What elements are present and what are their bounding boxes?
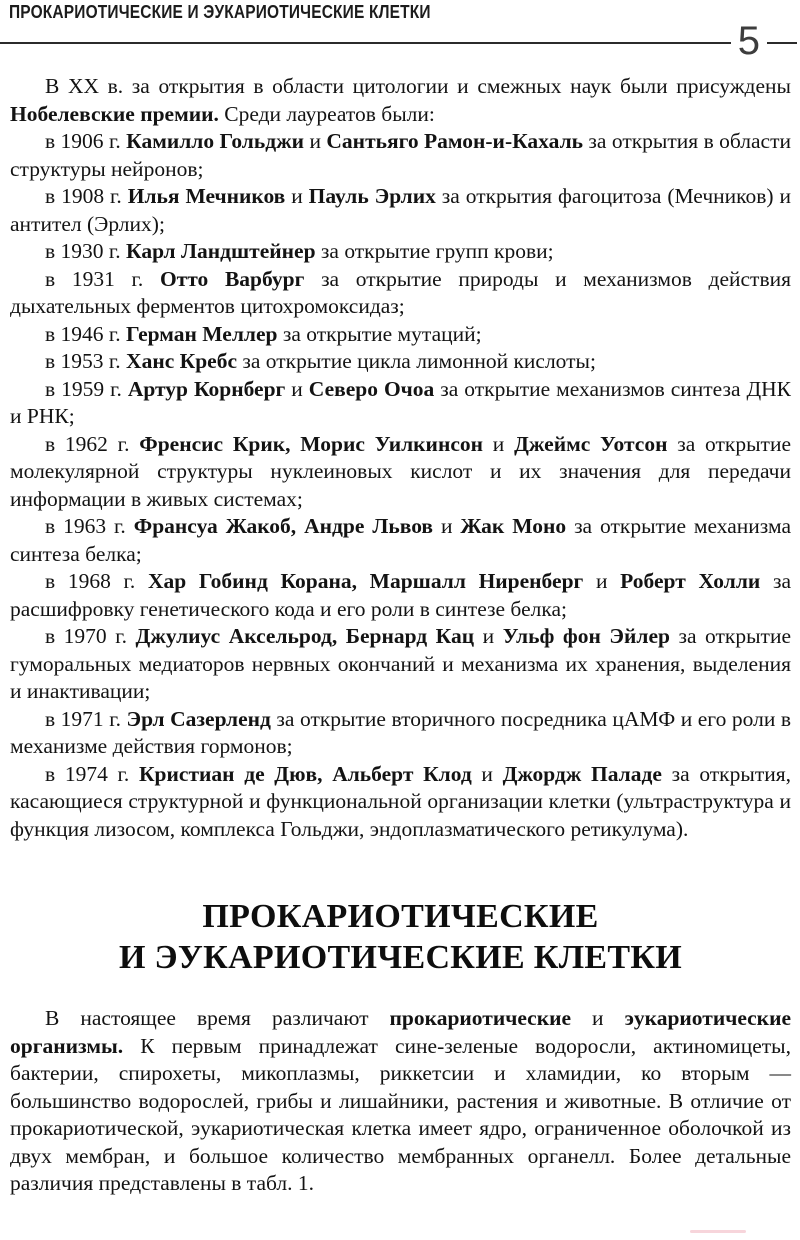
text-run: за открытие природы и механизмов действия дыхательных ферментов цитохромоксидаз;	[10, 266, 792, 318]
bold-text-run: Эрл Сазерленд	[126, 706, 271, 731]
paragraph	[10, 128, 791, 183]
bold-text-run: Нобелевские премии.	[10, 101, 219, 126]
paragraph	[10, 761, 791, 844]
paragraph	[10, 706, 791, 761]
text-run: в 1962 г.	[45, 431, 140, 456]
text-run: за открытие мутаций;	[277, 321, 482, 346]
text-run: в 1968 г.	[45, 569, 148, 593]
bold-text-run: Северо Очоа	[308, 376, 435, 401]
bold-text-run: Кристиан де Дюв, Альберт Клод	[138, 761, 472, 786]
text-run: за открытие механизмов синтеза ДНК и РНК;	[10, 376, 792, 428]
section-heading	[10, 896, 791, 978]
paragraph	[10, 348, 791, 376]
bold-text-run: Хар Гобинд Корана, Маршалл Ниренберг	[147, 569, 584, 593]
text-run: и	[471, 761, 503, 786]
bold-text-run: Илья Мечников	[127, 184, 286, 208]
section-heading-line2: И ЭУКАРИОТИЧЕСКИЕ КЛЕТКИ	[118, 939, 683, 976]
running-title: ПРОКАРИОТИЧЕСКИЕ И ЭУКАРИОТИЧЕСКИЕ КЛЕТКИ	[9, 2, 431, 22]
text-run: в 1963 г.	[45, 514, 134, 538]
bold-text-run: Френсис Крик, Морис Уилкинсон	[139, 431, 484, 456]
text-run: в 1946 г.	[45, 321, 127, 346]
paragraph	[10, 266, 791, 321]
text-run: в 1931 г.	[45, 266, 160, 291]
text-run: В XX в. за открытия в области цитологии и смежных наук были присуждены	[45, 74, 791, 98]
bold-text-run: Франсуа Жакоб, Андре Львов	[133, 514, 434, 538]
bold-text-run: Камилло Гольджи	[126, 129, 305, 153]
text-run: и	[483, 431, 515, 456]
text-run: за открытия в области структуры нейронов;	[10, 129, 792, 181]
text-run: в 1930 г.	[45, 239, 127, 263]
page-body	[0, 73, 800, 1198]
paragraph	[10, 321, 791, 349]
bold-text-run: Артур Корнберг	[127, 376, 286, 401]
text-run: и	[433, 514, 461, 538]
paragraph	[10, 568, 791, 623]
bold-text-run: прокариотические	[389, 1006, 572, 1030]
bold-text-run: Джордж Паладе	[502, 761, 662, 786]
bold-text-run: Джеймс Уотсон	[514, 431, 668, 456]
bold-text-run: Джулиус Аксельрод, Бернард Кац	[135, 624, 475, 648]
header-rule-row	[0, 19, 800, 63]
text-run: в 1906 г.	[45, 129, 127, 153]
text-run: за расшифровку генетического кода и его роли в синтезе белка;	[10, 569, 792, 621]
bold-text-run: Герман Меллер	[126, 321, 278, 346]
page-number: 5	[737, 19, 760, 63]
text-run: за открытие групп крови;	[315, 239, 554, 263]
text-run: и	[474, 624, 503, 648]
cell-types-intro-section	[10, 1005, 791, 1198]
bold-text-run: Сантьяго Рамон-и-Кахаль	[326, 129, 584, 153]
bold-text-run: Карл Ландштейнер	[126, 239, 316, 263]
text-run: К первым принадлежат сине-зеленые водоросли, актиномицеты, бактерии, спирохеты, микоплазмы, риккетсии и хламидии, ко вторым — большинство водорослей, грибы и лишайники, растения и животные. В отличие от прокариотической, эукариотическая клетка имеет ядро, ограниченное оболочкой из двух мембран, и большое количество мембранных органелл. Более детальные различия представлены в табл. 1.	[10, 1033, 791, 1195]
text-run: за открытие механизма синтеза белка;	[10, 514, 792, 566]
paragraph	[10, 1005, 791, 1198]
text-run: за открытия, касающиеся структурной и функциональной организации клетки (ультраструктура и функция лизосом, комплекса Гольджи, эндоплазматического ретикулума).	[10, 761, 791, 841]
text-run: в 1959 г.	[45, 376, 128, 401]
paragraph	[10, 623, 791, 706]
nobel-laureates-section	[10, 73, 791, 843]
text-run: в 1970 г.	[45, 624, 136, 648]
paragraph	[10, 183, 791, 238]
bold-text-run: Ханс Кребс	[126, 349, 238, 373]
text-run: за открытие вторичного посредника цАМФ и его роли в механизме действия гормонов;	[10, 706, 792, 758]
bold-text-run: Жак Моно	[460, 514, 567, 538]
bold-text-run: Пауль Эрлих	[308, 184, 436, 208]
text-run: Среди лауреатов были:	[218, 101, 435, 126]
text-run: в 1953 г.	[45, 349, 127, 373]
paragraph	[10, 376, 791, 431]
text-run: и	[571, 1006, 625, 1030]
text-run: в 1971 г.	[45, 706, 127, 731]
bold-text-run: Отто Варбург	[159, 266, 305, 291]
bold-text-run: Ульф фон Эйлер	[502, 624, 670, 648]
paragraph	[10, 238, 791, 266]
text-run: в 1908 г.	[45, 184, 128, 208]
header-rule-long	[0, 42, 731, 44]
text-run: и	[285, 376, 309, 401]
text-run: и	[285, 184, 309, 208]
text-run: за открытия фагоцитоза (Мечников) и антител (Эрлих);	[10, 184, 791, 236]
text-run: в 1974 г.	[45, 761, 139, 786]
paragraph	[10, 513, 791, 568]
paragraph	[10, 431, 791, 514]
paragraph	[10, 73, 791, 128]
scan-artifact	[690, 1230, 746, 1233]
bold-text-run: эукариотические организмы.	[10, 1006, 791, 1058]
text-run: и	[304, 129, 327, 153]
text-run: за открытие гуморальных медиаторов нервных окончаний и механизма их хранения, выделения и инактивации;	[10, 624, 791, 703]
text-run: за открытие молекулярной структуры нуклеиновых кислот и их значения для передачи информации в живых системах;	[10, 431, 792, 511]
page-header	[0, 0, 800, 63]
text-run: и	[583, 569, 621, 593]
text-run: В настоящее время различают	[45, 1006, 390, 1030]
header-rule-short	[767, 42, 797, 44]
section-heading-line1: ПРОКАРИОТИЧЕСКИЕ	[202, 898, 599, 935]
bold-text-run: Роберт Холли	[620, 569, 761, 593]
text-run: за открытие цикла лимонной кислоты;	[237, 349, 596, 373]
